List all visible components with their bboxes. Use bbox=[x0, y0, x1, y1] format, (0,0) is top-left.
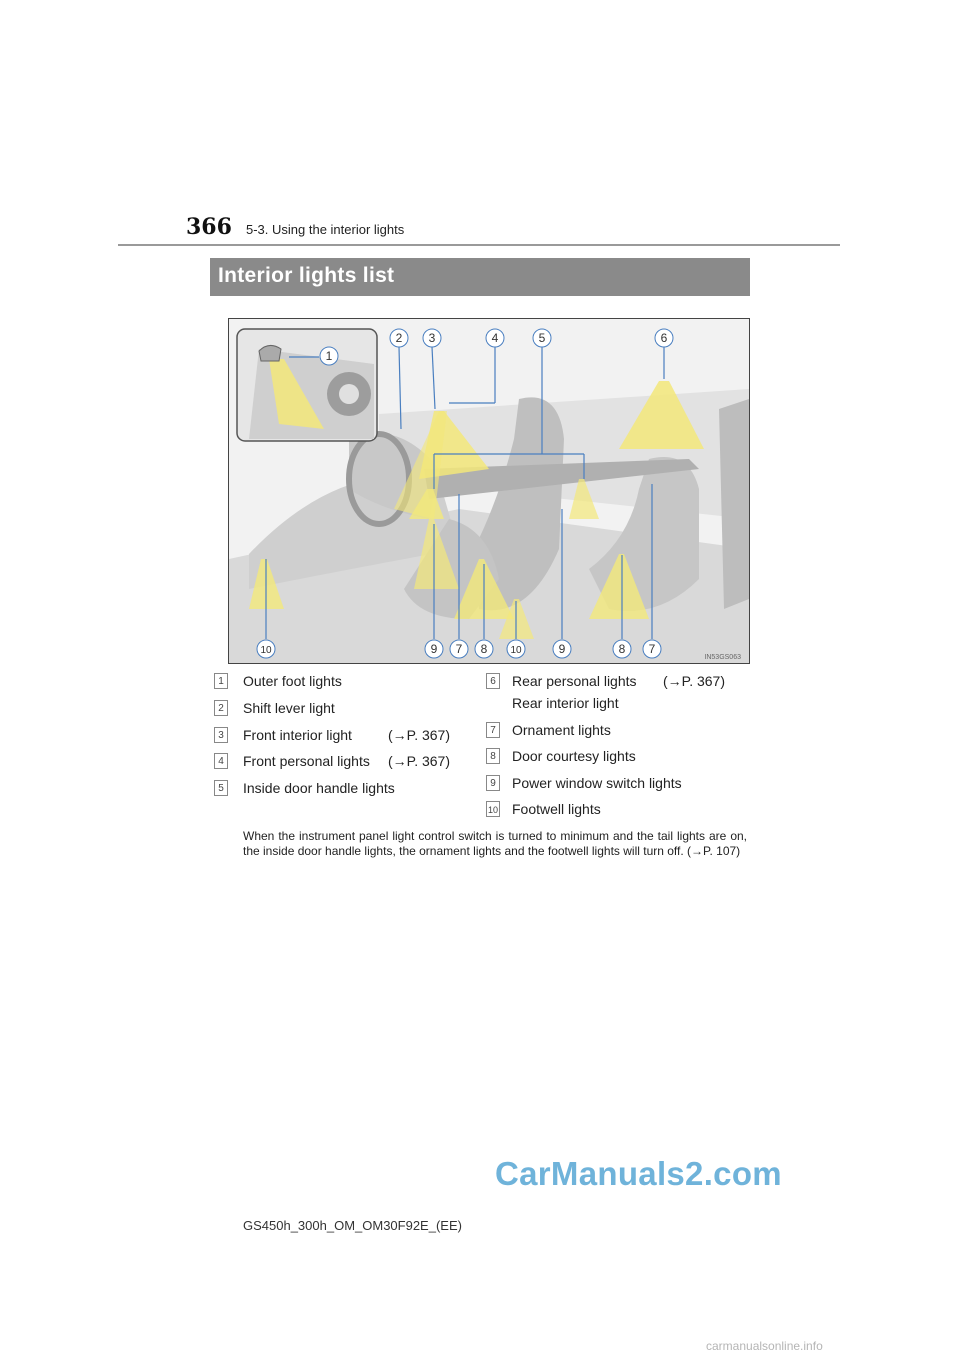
legend-num-4: 4 bbox=[214, 753, 228, 769]
figure-code: IN53GS063 bbox=[704, 654, 741, 661]
svg-text:8: 8 bbox=[480, 642, 488, 656]
callout-1 bbox=[320, 347, 338, 365]
legend-label-power-window-switch-lights: Power window switch lights bbox=[512, 775, 682, 791]
ref-link-rear-personal[interactable]: (→P. 367) bbox=[663, 673, 725, 689]
callout-bottom-8b bbox=[613, 640, 631, 658]
callout-bottom-7b bbox=[643, 640, 661, 658]
callout-4 bbox=[486, 329, 504, 347]
callout-bottom-10b bbox=[507, 640, 525, 658]
interior-illustration-svg bbox=[229, 319, 749, 663]
svg-text:3: 3 bbox=[428, 331, 436, 345]
legend-num-3: 3 bbox=[214, 727, 228, 743]
legend-label-ornament-lights: Ornament lights bbox=[512, 722, 611, 738]
callout-bottom-7a bbox=[450, 640, 468, 658]
callout-3 bbox=[423, 329, 441, 347]
callout-5 bbox=[533, 329, 551, 347]
section-heading-text: Interior lights list bbox=[218, 264, 395, 287]
svg-text:4: 4 bbox=[491, 331, 499, 345]
legend-label-front-personal-lights: Front personal lights bbox=[243, 753, 370, 769]
legend-num-10: 10 bbox=[486, 801, 500, 817]
callout-bottom-9a bbox=[425, 640, 443, 658]
legend-num-9: 9 bbox=[486, 775, 500, 791]
legend-label-footwell-lights: Footwell lights bbox=[512, 801, 601, 817]
svg-text:1: 1 bbox=[325, 349, 333, 363]
callout-6 bbox=[655, 329, 673, 347]
svg-text:9: 9 bbox=[430, 642, 438, 656]
legend-num-2: 2 bbox=[214, 700, 228, 716]
callout-bottom-10a bbox=[257, 640, 275, 658]
legend-label-shift-lever-light: Shift lever light bbox=[243, 700, 335, 716]
legend-label-rear-personal-lights: Rear personal lights bbox=[512, 673, 637, 689]
watermark-logo: CarManuals2.com bbox=[495, 1155, 782, 1192]
legend-label-inside-door-handle-lights: Inside door handle lights bbox=[243, 780, 395, 796]
interior-lights-illustration bbox=[228, 318, 750, 664]
ref-link-front-interior[interactable]: (→P. 367) bbox=[388, 727, 450, 743]
legend-label-door-courtesy-lights: Door courtesy lights bbox=[512, 748, 636, 764]
svg-text:10: 10 bbox=[510, 645, 522, 656]
callout-bottom-8a bbox=[475, 640, 493, 658]
callout-bottom-9b bbox=[553, 640, 571, 658]
svg-text:7: 7 bbox=[455, 642, 463, 656]
section-title: 5-3. Using the interior lights bbox=[246, 222, 405, 237]
svg-text:5: 5 bbox=[538, 331, 546, 345]
callout-2 bbox=[390, 329, 408, 347]
svg-text:6: 6 bbox=[660, 331, 668, 345]
note-paragraph: When the instrument panel light control switch is turned to minimum and the tail lights are on, the inside door handle lights, the ornament lights and the footwell lights will turn off. (→P. 107) bbox=[243, 829, 747, 858]
legend-num-1: 1 bbox=[214, 673, 228, 689]
legend-num-5: 5 bbox=[214, 780, 228, 796]
document-code: GS450h_300h_OM_OM30F92E_(EE) bbox=[243, 1218, 462, 1233]
legend-label-rear-interior-light: Rear interior light bbox=[512, 695, 619, 711]
legend-num-7: 7 bbox=[486, 722, 500, 738]
svg-text:7: 7 bbox=[648, 642, 656, 656]
page-number: 366 bbox=[186, 214, 232, 240]
svg-text:8: 8 bbox=[618, 642, 626, 656]
legend-label-front-interior-light: Front interior light bbox=[243, 727, 352, 743]
legend-num-6: 6 bbox=[486, 673, 500, 689]
legend-num-8: 8 bbox=[486, 748, 500, 764]
header-divider bbox=[118, 244, 840, 246]
ref-link-front-personal[interactable]: (→P. 367) bbox=[388, 753, 450, 769]
legend-label-outer-foot-lights: Outer foot lights bbox=[243, 673, 342, 689]
svg-text:10: 10 bbox=[260, 645, 272, 656]
svg-text:2: 2 bbox=[395, 331, 403, 345]
section-heading bbox=[210, 258, 750, 296]
watermark-url: carmanualsonline.info bbox=[706, 1339, 823, 1353]
svg-text:9: 9 bbox=[558, 642, 566, 656]
